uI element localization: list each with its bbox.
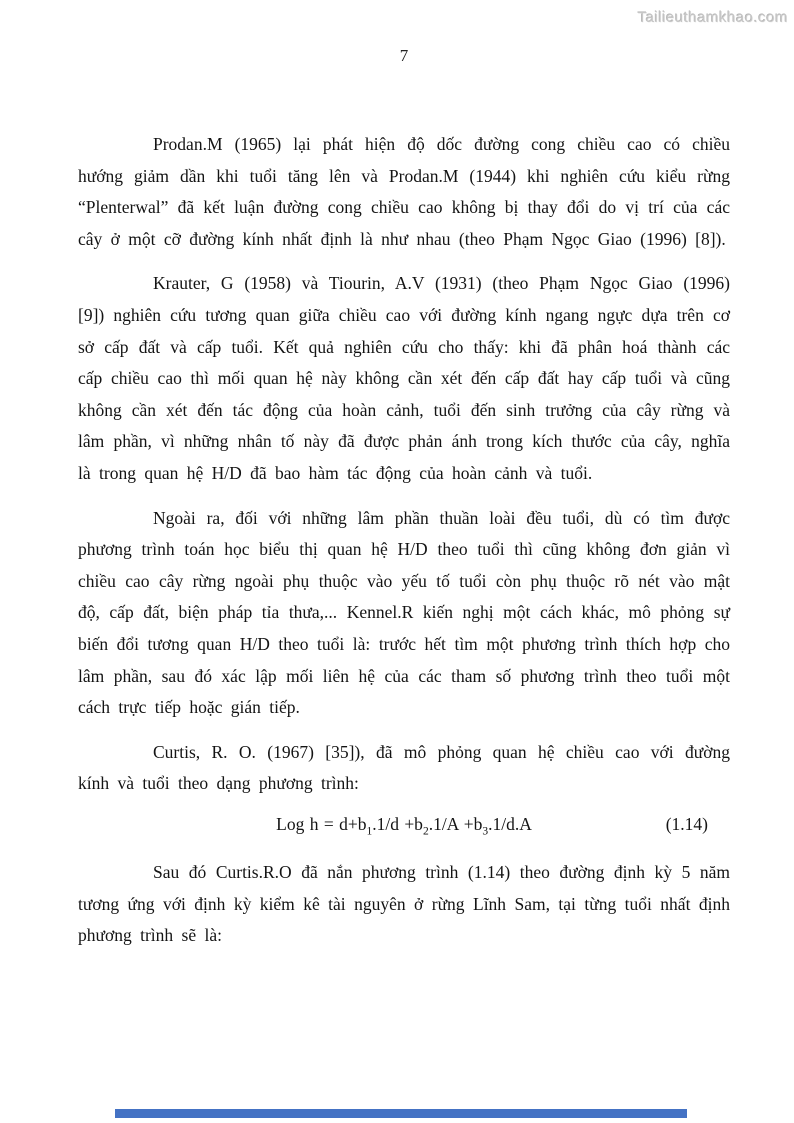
equation-text: Log h = d+b xyxy=(276,813,367,834)
page-number: 7 xyxy=(399,46,409,65)
paragraph: Ngoài ra, đối với những lâm phần thuần loài đều tuổi, dù có tìm được phương trình toán học biểu thị quan hệ H/D theo tuổi thì cũng không đơn giản vì chiều cao cây rừng ngoài phụ thuộc vào yếu tố tuổi còn phụ thuộc rõ nét vào mật độ, cấp đất, biện pháp tỉa thưa,... Kennel.R kiến nghị một cách khác, mô phỏng sự biến đổi tương quan H/D theo tuổi là: trước hết tìm một phương trình thích hợp cho lâm phần, sau đó xác lập mối liên hệ của các tham số phương trình theo tuổi một cách trực tiếp hoặc gián tiếp. xyxy=(78,507,730,718)
document-body xyxy=(78,129,730,952)
paragraph: Sau đó Curtis.R.O đã nắn phương trình (1.14) theo đường định kỳ 5 năm tương ứng với định kỳ kiểm kê tài nguyên ở rừng Lĩnh Sam, tại từng tuổi nhất định phương trình sẽ là: xyxy=(78,861,730,946)
equation-subscript: 3 xyxy=(482,825,489,838)
equation-subscript: 1 xyxy=(366,825,373,838)
paragraph: Prodan.M (1965) lại phát hiện độ dốc đường cong chiều cao có chiều hướng giảm dần khi tuổi tăng lên và Prodan.M (1944) khi nghiên cứu kiểu rừng “Plenterwal” đã kết luận đường cong chiều cao không bị thay đổi do vị trí của các cây ở một cỡ đường kính nhất định là như nhau (theo Phạm Ngọc Giao (1996) [8]). xyxy=(78,134,730,249)
equation-text: .1/d +b xyxy=(372,813,423,834)
paragraph: Krauter, G (1958) và Tiourin, A.V (1931) (theo Phạm Ngọc Giao (1996) [9]) nghiên cứu tương quan giữa chiều cao với đường kính ngang ngực dựa trên cơ sở cấp đất và cấp tuổi. Kết quả nghiên cứu cho thấy: khi đã phân hoá thành các cấp chiều cao thì mối quan hệ này không cần xét đến cấp đất hay cấp tuổi và cũng không cần xét đến tác động của hoàn cảnh, tuổi đến sinh trưởng của cây rừng và lâm phần, vì những nhân tố này đã được phản ánh trong kích thước của cây, nghĩa là trong quan hệ H/D đã bao hàm tác động của hoàn cảnh và tuổi. xyxy=(78,273,730,483)
equation-text: .1/d.A xyxy=(488,813,532,834)
equation-row xyxy=(78,809,730,848)
equation-formula xyxy=(276,809,532,848)
watermark: Tailieuthamkhao.com xyxy=(637,9,788,26)
equation-text: .1/A +b xyxy=(428,813,483,834)
equation-number: (1.14) xyxy=(665,813,708,834)
bottom-accent-bar xyxy=(115,1109,687,1118)
paragraph: Curtis, R. O. (1967) [35]), đã mô phỏng quan hệ chiều cao với đường kính và tuổi theo dạng phương trình: xyxy=(78,741,730,794)
equation-subscript: 2 xyxy=(422,825,429,838)
